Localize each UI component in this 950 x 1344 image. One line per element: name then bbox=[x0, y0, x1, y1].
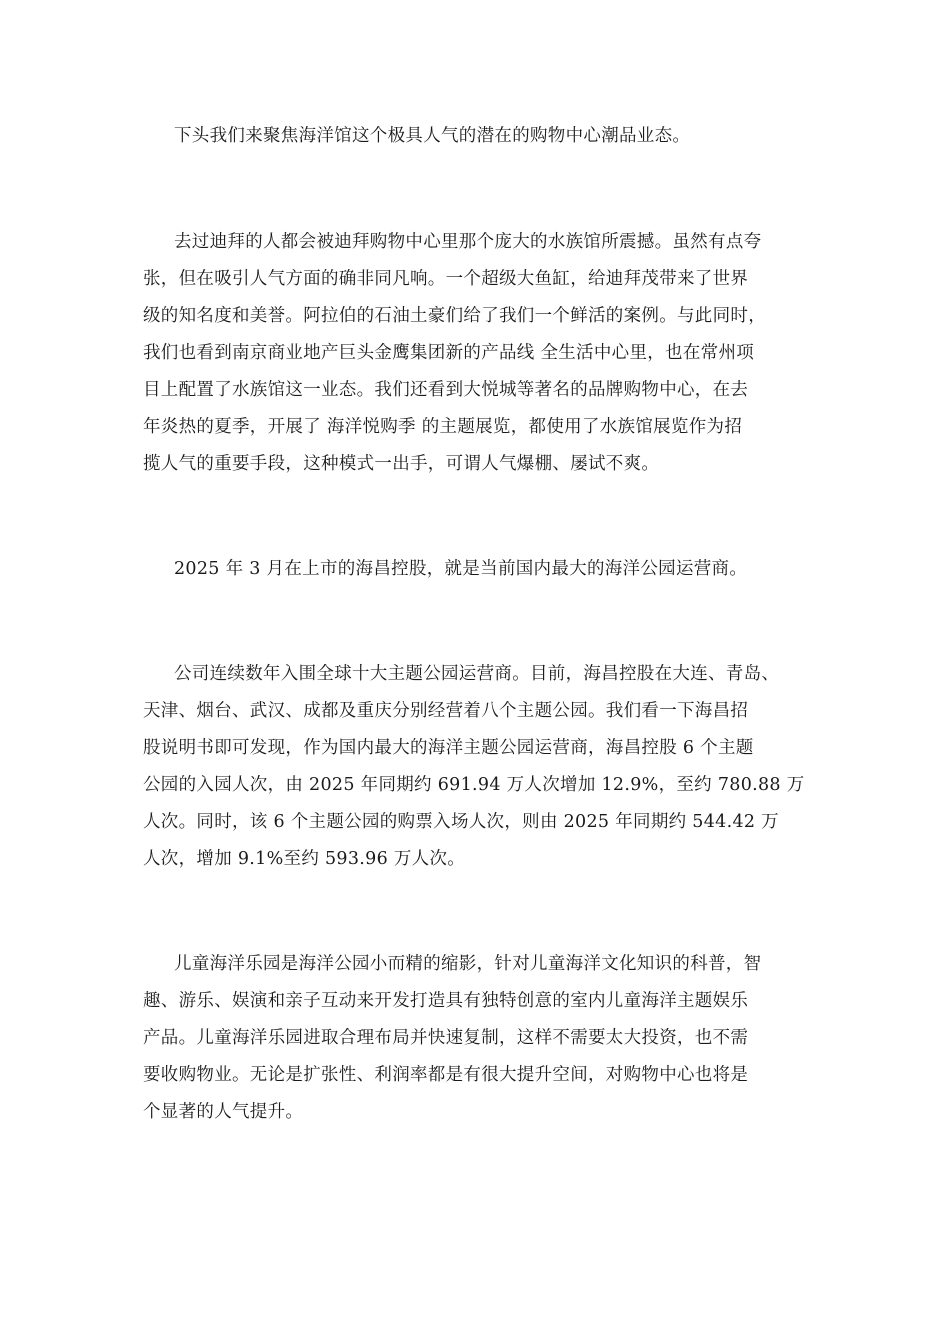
paragraph-5-line-3: 产品。儿童海洋乐园进取合理布局并快速复制，这样不需要太大投资，也不需 bbox=[143, 1028, 749, 1048]
paragraph-2-line-1: 去过迪拜的人都会被迪拜购物中心里那个庞大的水族馆所震撼。虽然有点夸 bbox=[174, 232, 762, 252]
paragraph-4-line-3: 股说明书即可发现，作为国内最大的海洋主题公园运营商，海昌控股 6 个主题 bbox=[143, 738, 754, 758]
paragraph-2-line-3: 级的知名度和美誉。阿拉伯的石油土豪们给了我们一个鲜活的案例。与此同时， bbox=[143, 306, 766, 326]
paragraph-2-line-7: 揽人气的重要手段，这种模式一出手，可谓人气爆棚、屡试不爽。 bbox=[143, 454, 660, 474]
paragraph-5-line-1: 儿童海洋乐园是海洋公园小而精的缩影，针对儿童海洋文化知识的科普，智 bbox=[174, 954, 762, 974]
paragraph-5-line-2: 趣、游乐、娱演和亲子互动来开发打造具有独特创意的室内儿童海洋主题娱乐 bbox=[143, 991, 749, 1011]
paragraph-2-line-6: 年炎热的夏季，开展了 海洋悦购季 的主题展览，都使用了水族馆展览作为招 bbox=[143, 417, 743, 437]
paragraph-4-line-4: 公园的入园人次，由 2025 年同期约 691.94 万人次增加 12.9%，至约 780.88 万 bbox=[143, 775, 805, 795]
paragraph-2-line-2: 张，但在吸引人气方面的确非同凡响。一个超级大鱼缸，给迪拜茂带来了世界 bbox=[143, 269, 749, 289]
paragraph-2-line-5: 目上配置了水族馆这一业态。我们还看到大悦城等著名的品牌购物中心，在去 bbox=[143, 380, 749, 400]
paragraph-4-line-1: 公司连续数年入围全球十大主题公园运营商。目前，海昌控股在大连、青岛、 bbox=[174, 664, 780, 684]
paragraph-2-line-4: 我们也看到南京商业地产巨头金鹰集团新的产品线 全生活中心里，也在常州项 bbox=[143, 343, 755, 363]
paragraph-4-line-6: 人次，增加 9.1%至约 593.96 万人次。 bbox=[143, 849, 466, 869]
paragraph-5-line-5: 个显著的人气提升。 bbox=[143, 1102, 304, 1122]
paragraph-3-line-1: 2025 年 3 月在上市的海昌控股，就是当前国内最大的海洋公园运营商。 bbox=[174, 559, 748, 579]
paragraph-1-line-1: 下头我们来聚焦海洋馆这个极具人气的潜在的购物中心潮品业态。 bbox=[174, 126, 691, 146]
paragraph-4-line-5: 人次。同时，该 6 个主题公园的购票入场人次，则由 2025 年同期约 544.42 万 bbox=[143, 812, 779, 832]
paragraph-5-line-4: 要收购物业。无论是扩张性、利润率都是有很大提升空间，对购物中心也将是 bbox=[143, 1065, 749, 1085]
paragraph-4-line-2: 天津、烟台、武汉、成都及重庆分别经营着八个主题公园。我们看一下海昌招 bbox=[143, 701, 749, 721]
